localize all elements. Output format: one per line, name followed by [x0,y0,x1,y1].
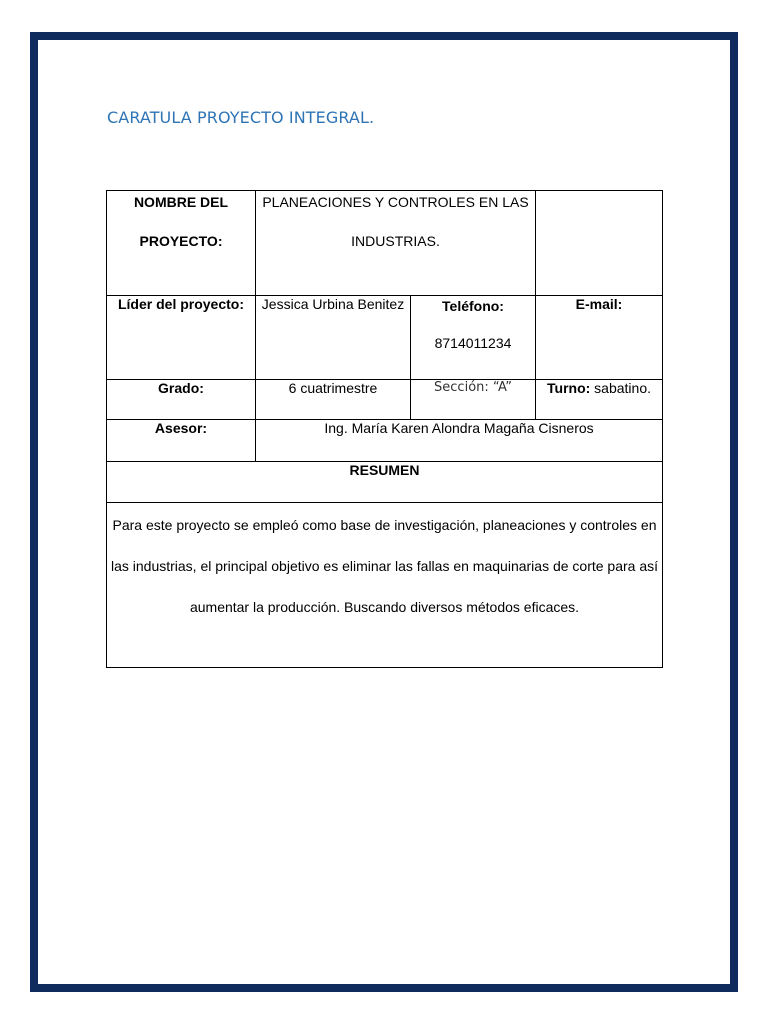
project-name-value-cell [256,191,536,296]
grade-label: Grado: [107,380,256,420]
leader-label: Líder del proyecto: [107,296,256,380]
project-name-label-line2: PROYECTO: [139,233,223,249]
project-name-label-line1: NOMBRE DEL [133,194,229,210]
project-cover-table [106,190,663,668]
section-value: Sección: “A” [411,380,536,420]
table-row-leader [107,296,663,380]
phone-cell [411,296,536,380]
summary-text: Para este proyecto se empleó como base de investigación, planeaciones y controles en las industrias, el principal objetivo es eliminar las fallas en maquinarias de corte para así aumentar la producción. Buscando diversos métodos eficaces. [107,503,663,668]
summary-heading: RESUMEN [107,462,663,503]
table-row-advisor [107,420,663,462]
phone-label: Teléfono: [442,298,504,314]
table-row-summary [107,503,663,668]
document-title: CARATULA PROYECTO INTEGRAL. [107,108,375,127]
shift-cell [536,380,663,420]
project-name-label-cell [107,191,256,296]
project-empty-cell [536,191,663,296]
shift-value: sabatino. [590,380,652,396]
project-name-value-line1: PLANEACIONES Y CONTROLES EN LAS [262,194,529,210]
leader-value: Jessica Urbina Benitez [256,296,411,380]
project-name-value-line2: INDUSTRIAS. [351,233,440,249]
advisor-value: Ing. María Karen Alondra Magaña Cisneros [256,420,663,462]
advisor-label: Asesor: [107,420,256,462]
table-row-project [107,191,663,296]
email-label: E-mail: [536,296,663,380]
table-row-grade [107,380,663,420]
shift-label: Turno: [547,380,591,396]
grade-value: 6 cuatrimestre [256,380,411,420]
phone-value: 8714011234 [434,335,512,351]
table-row-summary-heading [107,462,663,503]
